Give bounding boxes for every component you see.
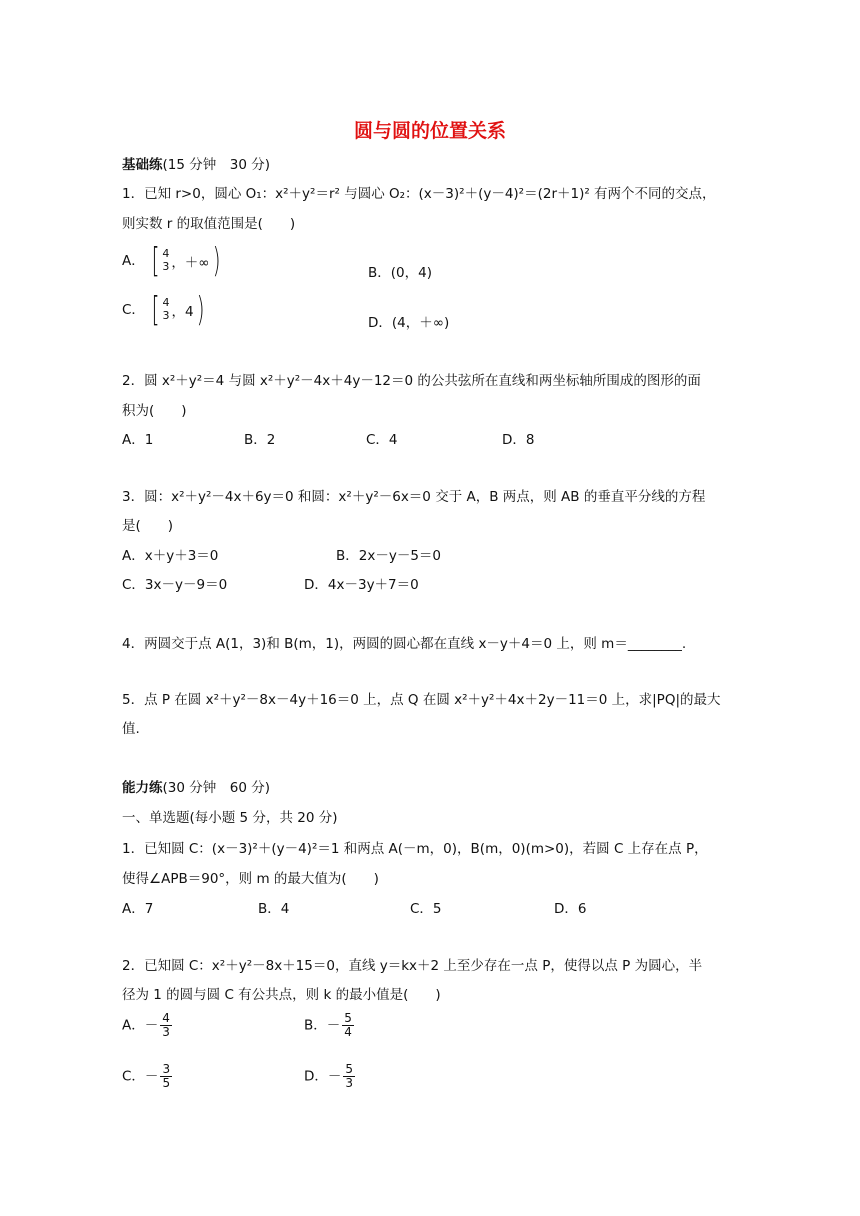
s2-q2-option-b	[304, 1012, 356, 1039]
frac-num: 3	[162, 1062, 171, 1076]
s2-q1-line2: 使得∠APB＝90°，则 m 的最大值为( )	[122, 871, 379, 887]
section-heading: 能力练	[122, 780, 163, 796]
option-num: 4	[162, 247, 170, 261]
q1-option-c: C． [ 4 3 ，4 )	[122, 290, 205, 330]
section-meta: (15 分钟 30 分)	[162, 157, 270, 173]
option-label: A．	[122, 253, 145, 269]
frac-num: 5	[344, 1011, 352, 1025]
frac-num: 5	[345, 1062, 354, 1076]
q3-line2: 是( )	[122, 518, 174, 534]
section-header-ability	[122, 776, 270, 796]
q2-option-b: B．2	[244, 432, 276, 448]
s2-q1-line1: 1．已知圆 C：(x－3)²＋(y－4)²＝1 和两点 A(－m，0)，B(m，0)(m>0)，若圆 C 上存在点 P，	[122, 841, 708, 857]
frac-den: 5	[162, 1076, 171, 1091]
q1-line2: 则实数 r 的取值范围是( )	[122, 216, 296, 232]
option-rest: ，＋∞	[171, 255, 210, 271]
q2-option-d: D．8	[502, 432, 535, 448]
s2-q2-option-d	[304, 1063, 357, 1090]
q3-line1: 3．圆：x²＋y²－4x＋6y＝0 和圆：x²＋y²－6x＝0 交于 A，B 两点，则 AB 的垂直平分线的方程	[122, 489, 706, 505]
q3-option-b: B．2x－y－5＝0	[336, 548, 442, 564]
option-rest: ，4	[171, 304, 194, 320]
option-num: 4	[162, 296, 170, 310]
frac-num: 4	[162, 1011, 170, 1025]
q3-option-d: D．4x－3y＋7＝0	[304, 577, 419, 593]
q2-option-c: C．4	[366, 432, 398, 448]
s2-q1-option-c: C．5	[410, 901, 442, 917]
q5-line2: 值.	[122, 721, 140, 737]
section-meta: (30 分钟 60 分)	[162, 780, 270, 796]
option-label: C．	[122, 302, 145, 318]
option-label: D．－	[304, 1068, 342, 1085]
s2-q1-option-a: A．7	[122, 901, 154, 917]
s2-q1-option-b: B．4	[258, 901, 290, 917]
frac-den: 4	[344, 1025, 352, 1040]
option-label: B．－	[304, 1017, 341, 1034]
section-header-basic	[122, 153, 270, 173]
subsection-heading: 一、单选题(每小题 5 分，共 20 分)	[122, 810, 338, 826]
section-heading: 基础练	[122, 157, 163, 173]
option-den: 3	[162, 309, 170, 322]
q4-line1: 4．两圆交于点 A(1，3)和 B(m，1)，两圆的圆心都在直线 x－y＋4＝0 上，则 m＝________.	[122, 636, 687, 652]
option-label: A．－	[122, 1017, 159, 1034]
q1-line1: 1．已知 r>0，圆心 O₁：x²＋y²＝r² 与圆心 O₂：(x－3)²＋(y－4)²＝(2r＋1)² 有两个不同的交点，	[122, 186, 716, 202]
page-title: 圆与圆的位置关系	[353, 120, 506, 142]
q5-line1: 5．点 P 在圆 x²＋y²－8x－4y＋16＝0 上，点 Q 在圆 x²＋y²＋4x＋2y－11＝0 上，求|PQ|的最大	[122, 692, 721, 708]
q2-line1: 2．圆 x²＋y²＝4 与圆 x²＋y²－4x＋4y－12＝0 的公共弦所在直线和两坐标轴所围成的图形的面	[122, 373, 701, 389]
s2-q2-option-a	[122, 1012, 174, 1039]
s2-q2-option-c	[122, 1063, 174, 1090]
q2-line2: 积为( )	[122, 403, 187, 419]
q1-option-b: B．(0，4)	[368, 265, 432, 281]
s2-q2-line1: 2．已知圆 C：x²＋y²－8x＋15＝0，直线 y＝kx＋2 上至少存在一点 P，使得以点 P 为圆心，半	[122, 958, 703, 974]
q1-option-a: A． [ 4 3 ，＋∞ )	[122, 241, 221, 281]
q3-option-c: C．3x－y－9＝0	[122, 577, 228, 593]
frac-den: 3	[162, 1025, 170, 1040]
q1-option-d: D．(4，＋∞)	[368, 315, 450, 331]
s2-q1-option-d: D．6	[554, 901, 587, 917]
s2-q2-line2: 径为 1 的圆与圆 C 有公共点，则 k 的最小值是( )	[122, 987, 441, 1003]
option-den: 3	[162, 260, 170, 273]
q3-option-a: A．x＋y＋3＝0	[122, 548, 219, 564]
frac-den: 3	[345, 1076, 354, 1091]
q2-option-a: A．1	[122, 432, 154, 448]
option-label: C．－	[122, 1068, 159, 1085]
